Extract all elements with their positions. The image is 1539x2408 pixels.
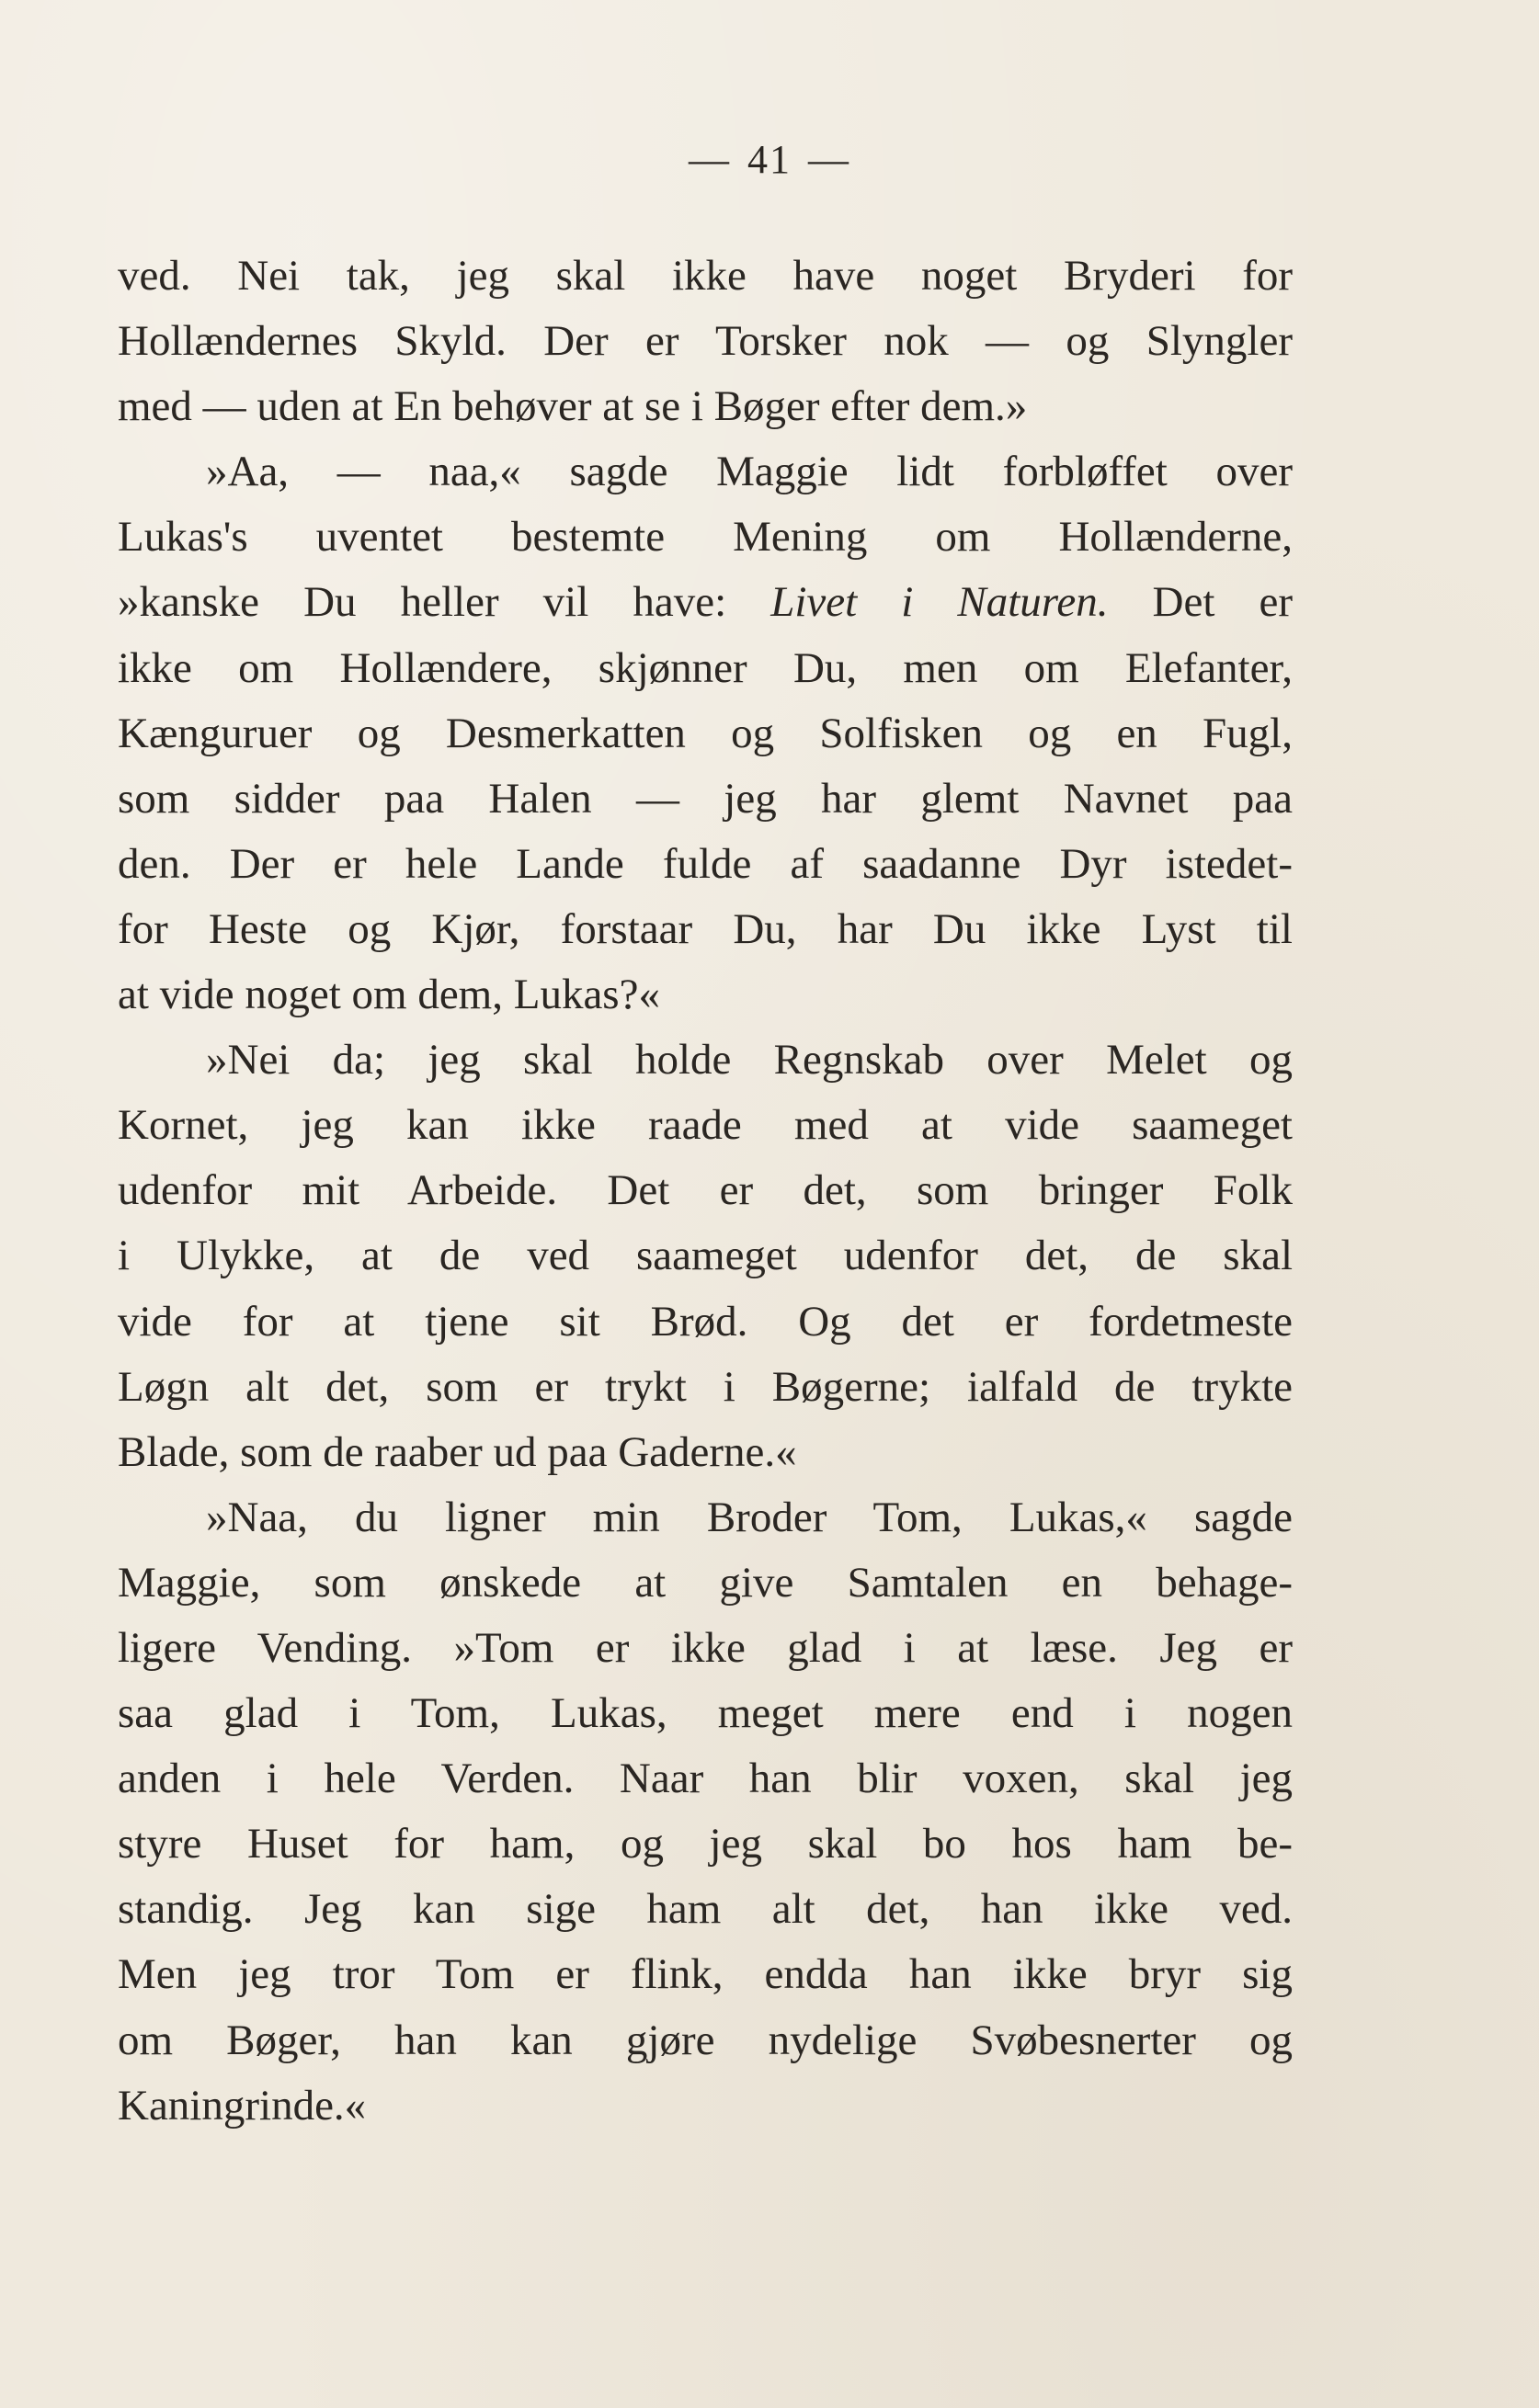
text-line: Men jeg tror Tom er flink, endda han ikke bryr sig <box>118 1950 1293 1999</box>
page-number: 41 <box>747 137 792 182</box>
text-line: som sidder paa Halen — jeg har glemt Navnet paa <box>118 774 1293 823</box>
text-line: styre Huset for ham, og jeg skal bo hos ham be- <box>118 1820 1293 1868</box>
text-line: for Heste og Kjør, forstaar Du, har Du ikke Lyst til <box>118 904 1293 953</box>
text-line: vide for at tjene sit Brød. Og det er fordetmeste <box>118 1297 1293 1346</box>
text-line: »Aa, — naa,« sagde Maggie lidt forbløffet over <box>206 448 1293 496</box>
text-line: »Naa, du ligner min Broder Tom, Lukas,« sagde <box>206 1493 1293 1541</box>
text-line: i Ulykke, at de ved saameget udenfor det, de skal <box>118 1232 1293 1280</box>
page-number-dash-left: — <box>689 137 731 182</box>
italic-title: Livet i Naturen. <box>770 578 1109 627</box>
page-number-dash-right: — <box>808 137 850 182</box>
text-line: ikke om Hollændere, skjønner Du, men om Elefanter, <box>118 643 1293 692</box>
text-line: med — uden at En behøver at se i Bøger efter dem.» <box>118 382 1028 431</box>
text-line: »Nei da; jeg skal holde Regnskab over Melet og <box>206 1036 1293 1085</box>
text-line: ved. Nei tak, jeg skal ikke have noget Bryderi for <box>118 252 1293 300</box>
text-line: »kanske Du heller vil have: Livet i Naturen. Det er <box>118 578 1293 627</box>
text-line: Hollændernes Skyld. Der er Torsker nok — og Slyngler <box>118 317 1293 366</box>
text-line: Løgn alt det, som er trykt i Bøgerne; ialfald de trykte <box>118 1362 1293 1411</box>
text-line: udenfor mit Arbeide. Det er det, som bringer Folk <box>118 1166 1293 1215</box>
text-line: Kornet, jeg kan ikke raade med at vide saameget <box>118 1101 1293 1150</box>
text-line: den. Der er hele Lande fulde af saadanne Dyr istedet- <box>118 839 1293 888</box>
text-line: ligere Vending. »Tom er ikke glad i at læse. Jeg er <box>118 1623 1293 1672</box>
body-text <box>118 244 1293 2139</box>
text-line: Maggie, som ønskede at give Samtalen en behage- <box>118 1558 1293 1607</box>
text-line: standig. Jeg kan sige ham alt det, han ikke ved. <box>118 1885 1293 1934</box>
text-line: Lukas's uventet bestemte Mening om Hollænderne, <box>118 513 1293 562</box>
page-number-header <box>0 136 1539 183</box>
text-line: Kaningrinde.« <box>118 2081 367 2130</box>
text-line: Kænguruer og Desmerkatten og Solfisken og en Fugl, <box>118 709 1293 757</box>
text-line: anden i hele Verden. Naar han blir voxen, skal jeg <box>118 1755 1293 1803</box>
text-line: om Bøger, han kan gjøre nydelige Svøbesnerter og <box>118 2016 1293 2064</box>
text-line: Blade, som de raaber ud paa Gaderne.« <box>118 1427 797 1476</box>
text-line: saa glad i Tom, Lukas, meget mere end i nogen <box>118 1689 1293 1738</box>
text-line: at vide noget om dem, Lukas?« <box>118 971 660 1019</box>
